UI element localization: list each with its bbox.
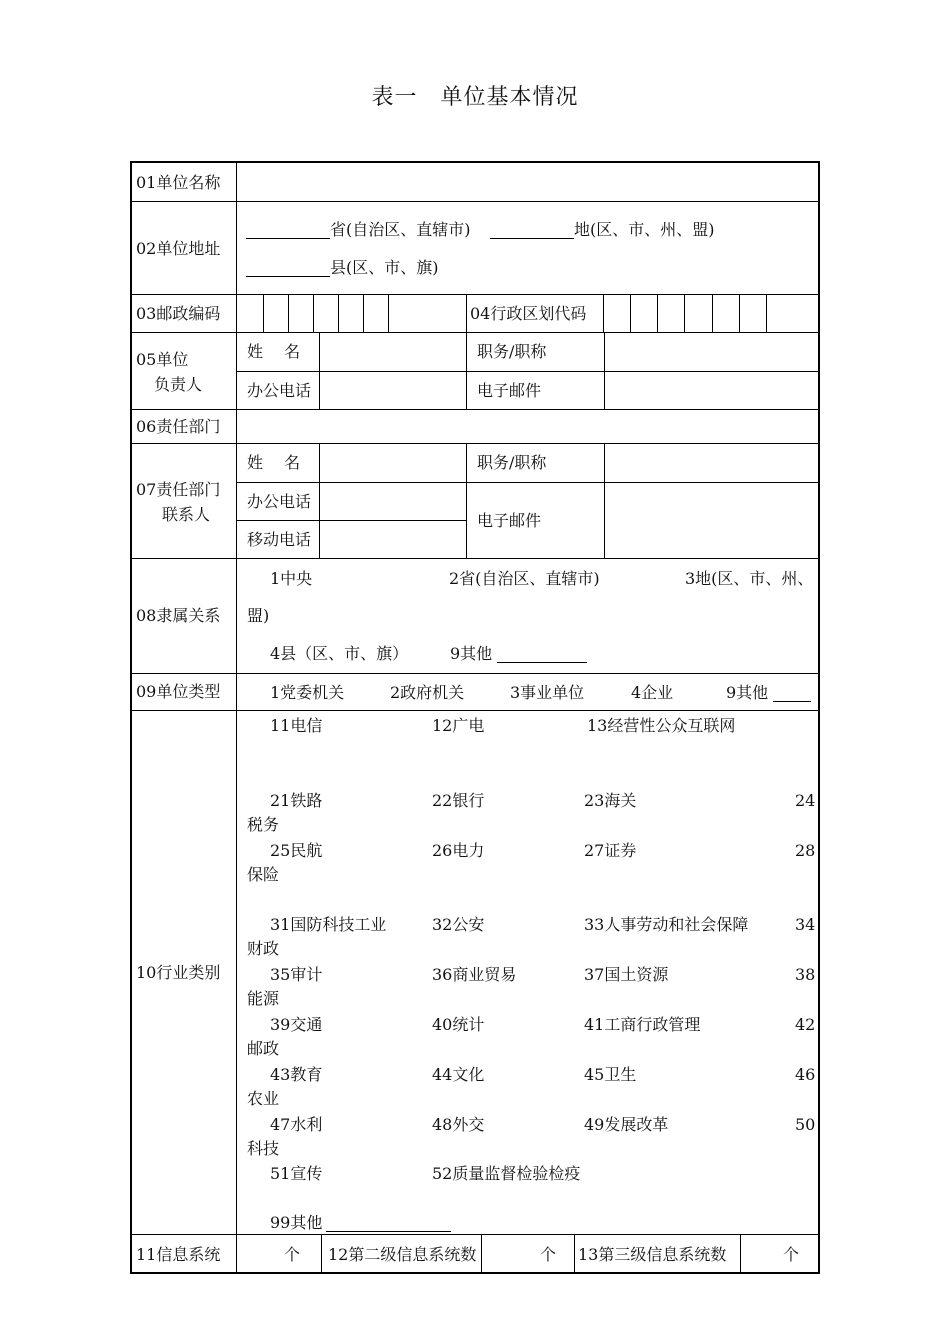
industry-item[interactable]: 保险: [247, 865, 280, 884]
unit-head-label-line2: 负责人: [154, 375, 203, 394]
industry-item[interactable]: 40统计: [432, 1015, 485, 1034]
unit-name-label: 01单位名称: [136, 173, 221, 192]
industry-other-blank[interactable]: [326, 1231, 451, 1232]
industry-item[interactable]: 33人事劳动和社会保障: [584, 915, 749, 934]
row-divider: [132, 1234, 818, 1235]
col-divider: [574, 1234, 575, 1272]
industry-item[interactable]: 12广电: [432, 716, 485, 735]
responsible-dept-label: 06责任部门: [136, 417, 221, 436]
unit-type-opt-government[interactable]: 2政府机关: [390, 683, 465, 702]
county-blank[interactable]: [246, 276, 330, 277]
dept-contact-label-line2: 联系人: [162, 505, 211, 524]
col-divider: [363, 294, 364, 332]
contact-mobile-label: 移动电话: [247, 530, 312, 549]
industry-item[interactable]: 28: [795, 841, 816, 860]
head-name-label: 姓 名: [247, 342, 301, 361]
col-divider: [630, 294, 631, 332]
industry-item[interactable]: 财政: [247, 939, 280, 958]
unit-type-opt-party[interactable]: 1党委机关: [270, 683, 345, 702]
industry-item[interactable]: 99其他: [270, 1213, 323, 1232]
affiliation-opt-central[interactable]: 1中央: [270, 569, 313, 588]
col-divider: [603, 294, 604, 332]
col-divider: [319, 332, 320, 409]
row-divider: [237, 482, 818, 483]
row-divider: [132, 710, 818, 711]
contact-position-label: 职务/职称: [477, 453, 547, 472]
unit-head-label-line1: 05单位: [136, 350, 189, 369]
prefecture-label: 地(区、市、州、盟): [574, 220, 715, 239]
industry-item[interactable]: 51宣传: [270, 1164, 323, 1183]
unit-type-opt-enterprise[interactable]: 4企业: [631, 683, 674, 702]
industry-item[interactable]: 50: [795, 1115, 816, 1134]
unit-type-other-blank[interactable]: [773, 701, 811, 702]
postcode-label: 03邮政编码: [136, 304, 221, 323]
col-divider: [739, 294, 740, 332]
level3-system-unit: 个: [783, 1245, 800, 1264]
row-divider: [132, 294, 818, 295]
col-divider: [466, 294, 467, 409]
affiliation-opt-province[interactable]: 2省(自治区、直辖市): [449, 569, 600, 588]
unit-address-label: 02单位地址: [136, 239, 221, 258]
industry-item[interactable]: 52质量监督检验检疫: [432, 1164, 581, 1183]
affiliation-label: 08隶属关系: [136, 606, 221, 625]
col-divider: [481, 1234, 482, 1272]
industry-item[interactable]: 39交通: [270, 1015, 323, 1034]
row-divider: [132, 558, 818, 559]
affiliation-other-blank[interactable]: [497, 662, 587, 663]
row-divider: [237, 520, 466, 521]
col-divider: [321, 1234, 322, 1272]
affiliation-opt-prefecture-cont: 盟): [247, 606, 270, 625]
affiliation-opt-other[interactable]: 9其他: [450, 644, 493, 663]
industry-item[interactable]: 26电力: [432, 841, 485, 860]
industry-item[interactable]: 27证券: [584, 841, 637, 860]
row-divider: [132, 409, 818, 410]
col-divider: [388, 294, 389, 332]
level2-system-unit: 个: [540, 1245, 557, 1264]
level2-system-count-label: 12第二级信息系统数: [328, 1245, 477, 1264]
unit-type-label: 09单位类型: [136, 682, 221, 701]
industry-item[interactable]: 13经营性公众互联网: [587, 716, 736, 735]
industry-item[interactable]: 邮政: [247, 1039, 280, 1058]
industry-item[interactable]: 37国土资源: [584, 965, 669, 984]
industry-item[interactable]: 32公安: [432, 915, 485, 934]
head-email-label: 电子邮件: [477, 381, 542, 400]
district-code-label: 04行政区划代码: [470, 304, 587, 323]
col-divider: [740, 1234, 741, 1272]
unit-type-opt-institution[interactable]: 3事业单位: [510, 683, 585, 702]
industry-label: 10行业类别: [136, 963, 221, 982]
col-divider: [604, 443, 605, 558]
affiliation-opt-prefecture[interactable]: 3地(区、市、州、: [685, 569, 814, 588]
contact-name-label: 姓 名: [247, 453, 301, 472]
industry-item[interactable]: 11电信: [270, 716, 323, 735]
col-divider: [712, 294, 713, 332]
page-title: 表一 单位基本情况: [371, 85, 579, 110]
industry-item[interactable]: 41工商行政管理: [584, 1015, 701, 1034]
industry-item[interactable]: 23海关: [584, 791, 637, 810]
industry-item[interactable]: 24: [795, 791, 816, 810]
industry-item[interactable]: 38: [795, 965, 816, 984]
industry-item[interactable]: 31国防科技工业: [270, 915, 387, 934]
col-divider: [684, 294, 685, 332]
col-divider: [766, 294, 767, 332]
unit-basic-info-form: [130, 161, 820, 1274]
contact-email-label: 电子邮件: [477, 511, 542, 530]
col-divider: [263, 294, 264, 332]
industry-item[interactable]: 22银行: [432, 791, 485, 810]
head-office-phone-label: 办公电话: [247, 381, 312, 400]
row-divider: [132, 673, 818, 674]
col-divider: [466, 443, 467, 558]
row-divider: [132, 201, 818, 202]
industry-item[interactable]: 49发展改革: [584, 1115, 669, 1134]
industry-item[interactable]: 47水利: [270, 1115, 323, 1134]
affiliation-opt-county[interactable]: 4县（区、市、旗）: [270, 644, 409, 663]
dept-contact-label-line1: 07责任部门: [136, 480, 221, 499]
col-divider: [236, 163, 237, 1272]
col-divider: [319, 443, 320, 558]
industry-item[interactable]: 48外交: [432, 1115, 485, 1134]
industry-item[interactable]: 21铁路: [270, 791, 323, 810]
industry-item[interactable]: 34: [795, 915, 816, 934]
county-label: 县(区、市、旗): [330, 258, 439, 277]
industry-item[interactable]: 农业: [247, 1089, 280, 1108]
industry-item[interactable]: 25民航: [270, 841, 323, 860]
col-divider: [338, 294, 339, 332]
col-divider: [657, 294, 658, 332]
industry-item[interactable]: 46: [795, 1065, 816, 1084]
province-blank[interactable]: [246, 238, 330, 239]
industry-item[interactable]: 税务: [247, 815, 280, 834]
industry-item[interactable]: 45卫生: [584, 1065, 637, 1084]
industry-item[interactable]: 42: [795, 1015, 816, 1034]
info-system-unit: 个: [284, 1245, 301, 1264]
unit-type-opt-other[interactable]: 9其他: [726, 683, 769, 702]
prefecture-blank[interactable]: [490, 238, 574, 239]
col-divider: [313, 294, 314, 332]
industry-item[interactable]: 科技: [247, 1139, 280, 1158]
industry-item[interactable]: 43教育: [270, 1065, 323, 1084]
row-divider: [132, 332, 818, 333]
level3-system-count-label: 13第三级信息系统数: [578, 1245, 727, 1264]
contact-office-phone-label: 办公电话: [247, 492, 312, 511]
industry-item[interactable]: 能源: [247, 989, 280, 1008]
industry-item[interactable]: 35审计: [270, 965, 323, 984]
unit-name-field[interactable]: [238, 163, 818, 200]
head-position-label: 职务/职称: [477, 342, 547, 361]
info-system-label: 11信息系统: [136, 1245, 221, 1264]
row-divider: [132, 443, 818, 444]
col-divider: [604, 332, 605, 409]
row-divider: [237, 371, 818, 372]
col-divider: [288, 294, 289, 332]
industry-item[interactable]: 36商业贸易: [432, 965, 517, 984]
industry-item[interactable]: 44文化: [432, 1065, 485, 1084]
province-label: 省(自治区、直辖市): [330, 220, 471, 239]
